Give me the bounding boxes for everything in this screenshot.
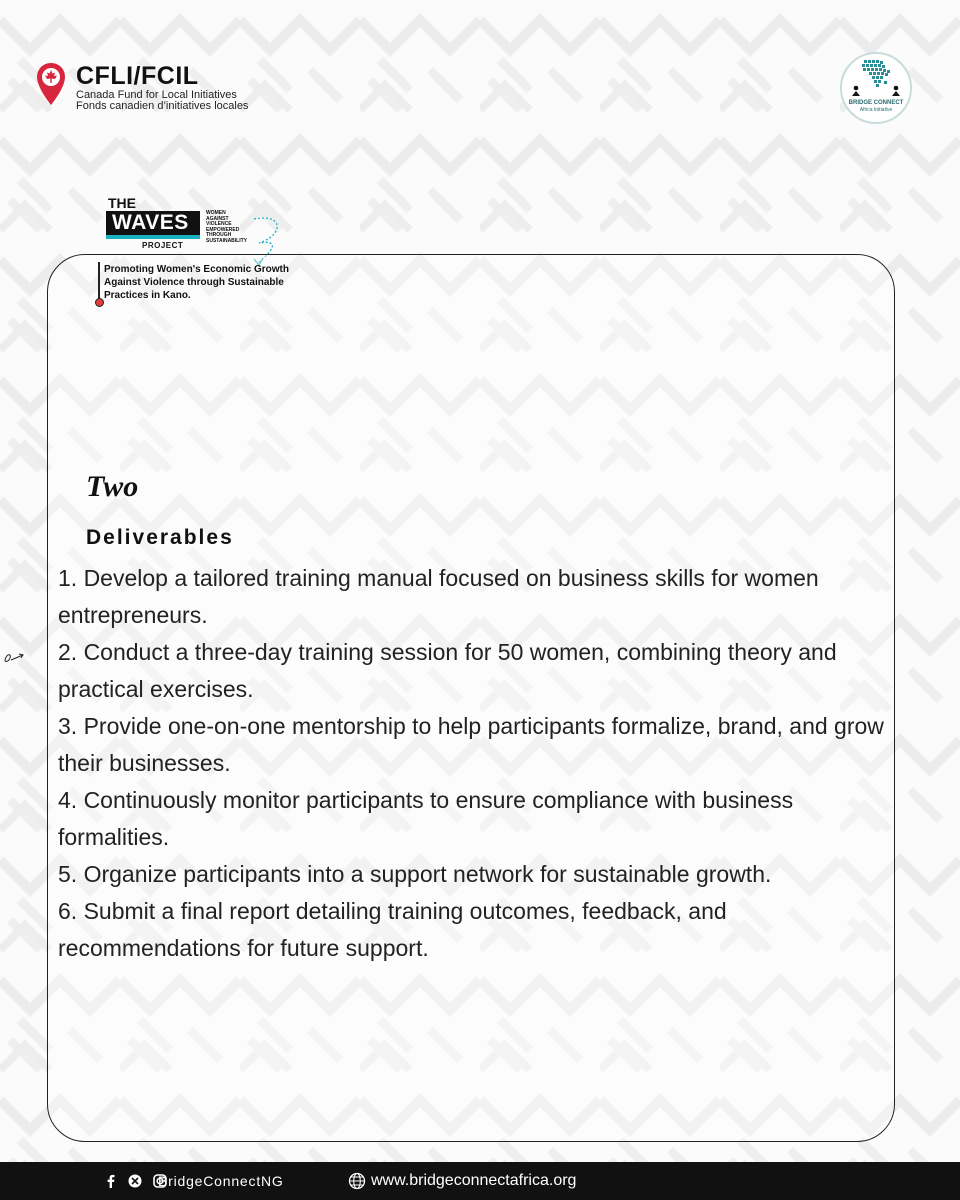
page-title: Two [86,470,139,503]
deliverables-list [58,560,888,967]
section-heading: Deliverables [86,526,234,549]
cfli-title: CFLI/FCIL [76,62,199,90]
globe-icon [348,1172,366,1190]
x-icon[interactable] [128,1174,142,1188]
waves-name-box [106,211,200,239]
waves-project-label: PROJECT [142,241,184,250]
project-tagline [104,263,304,302]
list-item: 3. Provide one-on-one mentorship to help participants formalize, brand, and grow their businesses. [58,713,884,776]
tagline-rule [98,262,100,300]
tagline-line: Practices in Kano. [104,290,191,301]
list-item: 4. Continuously monitor participants to ensure compliance with business formalities. [58,787,794,850]
cfli-logo [36,60,266,110]
footer-bar [0,1162,960,1200]
acronym-line: WOMEN [206,210,226,216]
acronym-line: VIOLENCE [206,221,232,228]
acronym-line: THROUGH [206,232,232,239]
facebook-icon[interactable] [104,1174,118,1188]
social-handle[interactable]: BridgeConnectNG [158,1173,284,1189]
website-link[interactable]: www.bridgeconnectafrica.org [371,1172,577,1189]
list-item: 6. Submit a final report detailing training outcomes, feedback, and recommendations for future support. [58,898,727,961]
tagline-line: Promoting Women's Economic Growth [104,264,289,275]
partner-name: BRIDGE CONNECT [848,100,904,106]
list-item: 5. Organize participants into a support network for sustainable growth. [58,861,772,887]
africa-map-icon [850,58,902,98]
acronym-line: AGAINST [206,215,229,222]
tagline-line: Against Violence through Sustainable [104,277,284,288]
maple-leaf-pin-icon [36,62,66,106]
cfli-subtitle-fr: Fonds canadien d’initiatives locales [76,100,249,112]
waves-the: THE [108,195,136,211]
side-arrow-icon [3,650,25,666]
acronym-line: EMPOWERED [206,226,240,233]
tagline-dot-icon [95,298,104,307]
list-item: 2. Conduct a three-day training session for 50 women, combining theory and practical exercises. [58,639,837,702]
acronym-line: SUSTAINABILITY [206,237,248,244]
cfli-subtitle-en: Canada Fund for Local Initiatives [76,89,237,101]
list-item: 1. Develop a tailored training manual focused on business skills for women entrepreneurs. [58,565,819,628]
bridge-connect-logo [840,52,912,124]
partner-subtitle: Africa Initiative [859,107,893,113]
waves-name: WAVES [112,211,189,234]
